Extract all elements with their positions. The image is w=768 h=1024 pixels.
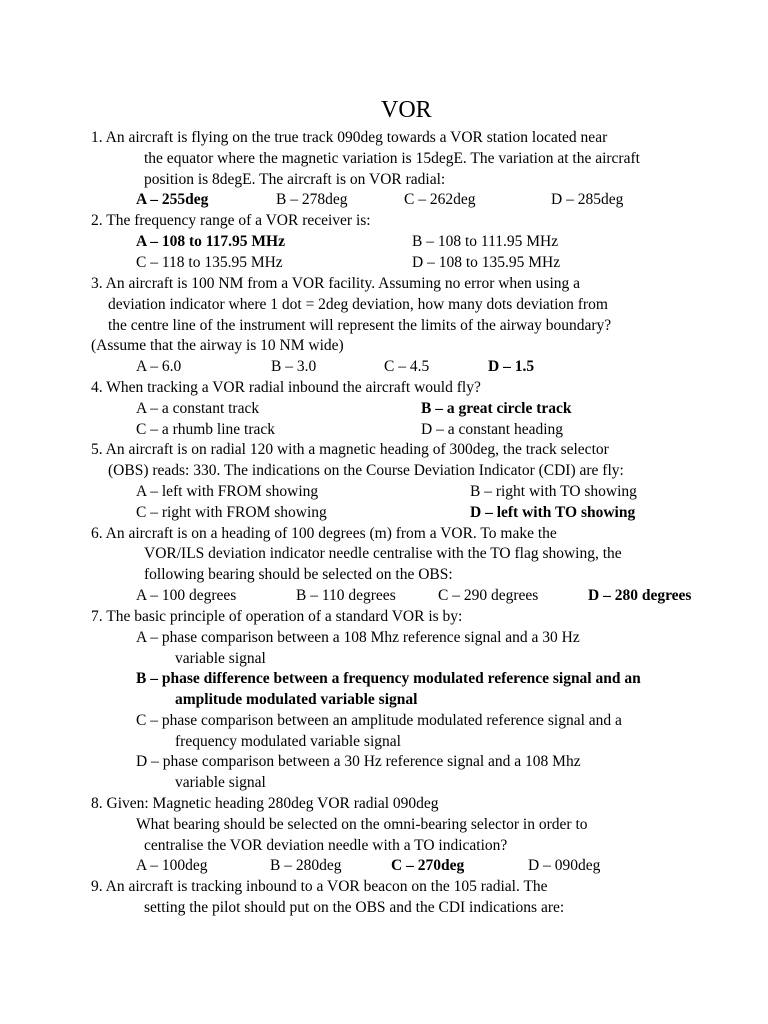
question-2-option-b: B – 108 to 111.95 MHz [412,233,559,250]
question-3-option-c: C – 4.5 [384,358,430,375]
question-4-option-d: D – a constant heading [421,421,564,438]
question-5-text: 5. An aircraft is on radial 120 with a magnetic heading of 300deg, the track selector [91,441,609,458]
question-7-option-a: variable signal [175,650,266,667]
question-5-option-a: A – left with FROM showing [136,483,319,500]
question-3-option-d-answer: D – 1.5 [488,358,535,375]
question-5-option-b: B – right with TO showing [470,483,637,500]
question-3-option-a: A – 6.0 [136,358,182,375]
question-3-text: deviation indicator where 1 dot = 2deg deviation, how many dots deviation from [108,296,608,313]
question-1-option-d: D – 285deg [551,191,624,208]
question-5-text: (OBS) reads: 330. The indications on the Course Deviation Indicator (CDI) are fly: [108,462,624,479]
question-5-option-d-answer: D – left with TO showing [470,504,636,521]
question-1-text: 1. An aircraft is flying on the true track 090deg towards a VOR station located near [91,129,608,146]
question-7-text: 7. The basic principle of operation of a standard VOR is by: [91,608,463,625]
question-6-option-c: C – 290 degrees [438,587,539,604]
question-9-text: 9. An aircraft is tracking inbound to a VOR beacon on the 105 radial. The [91,878,548,895]
question-8-option-d: D – 090deg [528,857,601,874]
question-1-text: position is 8degE. The aircraft is on VOR radial: [144,171,446,188]
question-8-option-a: A – 100deg [136,857,208,874]
question-8-text: centralise the VOR deviation needle with a TO indication? [144,837,508,854]
question-4-option-a: A – a constant track [136,400,260,417]
question-2-text: 2. The frequency range of a VOR receiver is: [91,212,371,229]
question-3-option-b: B – 3.0 [271,358,317,375]
page-title: VOR [381,97,432,123]
question-7-option-c: frequency modulated variable signal [175,733,401,750]
question-3-text: (Assume that the airway is 10 NM wide) [91,337,344,354]
question-7-option-b-answer: amplitude modulated variable signal [175,691,418,708]
question-8-option-b: B – 280deg [270,857,342,874]
question-2-option-d: D – 108 to 135.95 MHz [412,254,561,271]
question-6-option-b: B – 110 degrees [296,587,396,604]
question-6-text: VOR/ILS deviation indicator needle centralise with the TO flag showing, the [144,545,622,562]
question-1-option-a-answer: A – 255deg [136,191,209,208]
question-7-option-c: C – phase comparison between an amplitude modulated reference signal and a [136,712,622,729]
question-1-option-b: B – 278deg [276,191,348,208]
question-7-option-d: variable signal [175,774,266,791]
question-4-option-b-answer: B – a great circle track [421,400,572,417]
question-3-text: the centre line of the instrument will represent the limits of the airway boundary? [108,317,612,334]
question-1-option-c: C – 262deg [404,191,476,208]
question-8-option-c-answer: C – 270deg [391,857,465,874]
question-4-text: 4. When tracking a VOR radial inbound the aircraft would fly? [91,379,481,396]
question-1-text: the equator where the magnetic variation is 15degE. The variation at the aircraft [144,150,640,167]
question-7-option-b-answer: B – phase difference between a frequency modulated reference signal and an [136,670,641,687]
question-5-option-c: C – right with FROM showing [136,504,327,521]
question-7-option-d: D – phase comparison between a 30 Hz reference signal and a 108 Mhz [136,753,581,770]
question-8-text: What bearing should be selected on the omni-bearing selector in order to [136,816,588,833]
question-9-text: setting the pilot should put on the OBS and the CDI indications are: [144,899,565,916]
question-2-option-c: C – 118 to 135.95 MHz [136,254,283,271]
question-6-text: following bearing should be selected on the OBS: [144,566,453,583]
question-8-text: 8. Given: Magnetic heading 280deg VOR radial 090deg [91,795,439,812]
question-6-option-d-answer: D – 280 degrees [588,587,692,604]
question-6-option-a: A – 100 degrees [136,587,237,604]
question-3-text: 3. An aircraft is 100 NM from a VOR facility. Assuming no error when using a [91,275,581,292]
question-7-option-a: A – phase comparison between a 108 Mhz reference signal and a 30 Hz [136,629,580,646]
question-2-option-a-answer: A – 108 to 117.95 MHz [136,233,285,250]
question-6-text: 6. An aircraft is on a heading of 100 degrees (m) from a VOR. To make the [91,525,557,542]
question-4-option-c: C – a rhumb line track [136,421,276,438]
